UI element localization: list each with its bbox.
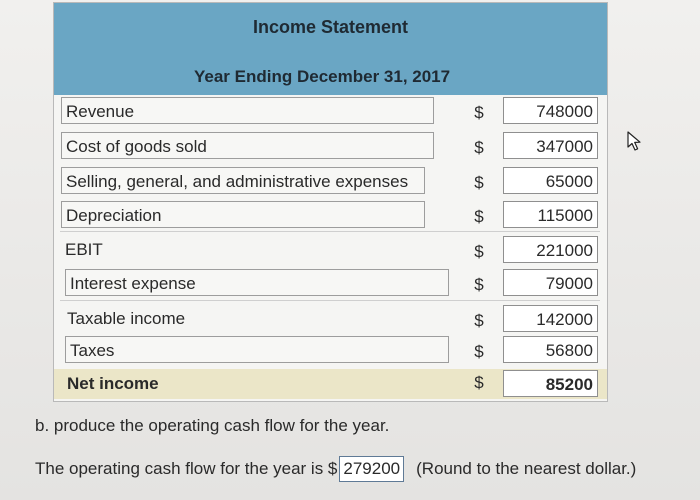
row-cost-of-goods-sold (54, 131, 607, 165)
statement-title: Income Statement (252, 17, 409, 37)
row-ebit (54, 235, 607, 269)
answer-line (35, 456, 636, 482)
currency-symbol: $ (474, 207, 484, 226)
income-statement-table (53, 2, 608, 402)
row-label: Net income (67, 374, 159, 393)
row-label: Taxable income (67, 309, 186, 328)
value-cell: 85200 (503, 370, 598, 397)
value-cell: 79000 (503, 269, 598, 296)
currency-symbol: $ (474, 173, 484, 192)
row-sga-expenses (54, 166, 607, 200)
answer-prefix: The operating cash flow for the year is $ (35, 459, 338, 478)
currency-symbol: $ (474, 342, 484, 361)
row-taxes (54, 335, 607, 369)
divider (60, 300, 600, 301)
row-interest-expense (54, 268, 607, 302)
row-net-income (54, 369, 607, 399)
currency-symbol: $ (474, 103, 484, 122)
row-label: Selling, general, and administrative expenses (61, 167, 425, 194)
statement-header (54, 3, 607, 95)
currency-symbol: $ (474, 242, 484, 261)
row-label: Depreciation (61, 201, 425, 228)
value-cell: 221000 (503, 236, 598, 263)
value-cell: 56800 (503, 336, 598, 363)
statement-subtitle: Year Ending December 31, 2017 (194, 67, 451, 86)
row-label: Taxes (65, 336, 449, 363)
row-depreciation (54, 200, 607, 234)
question-prompt: b. produce the operating cash flow for the year. (35, 416, 390, 435)
currency-symbol: $ (474, 373, 484, 392)
row-revenue (54, 96, 607, 130)
mouse-pointer-icon (625, 130, 647, 152)
operating-cash-flow-input[interactable]: 279200 (339, 456, 404, 482)
value-cell: 347000 (503, 132, 598, 159)
currency-symbol: $ (474, 138, 484, 157)
value-cell: 142000 (503, 305, 598, 332)
row-label: Cost of goods sold (61, 132, 434, 159)
value-cell: 65000 (503, 167, 598, 194)
currency-symbol: $ (474, 275, 484, 294)
currency-symbol: $ (474, 311, 484, 330)
row-label: Revenue (61, 97, 434, 124)
row-taxable-income (54, 304, 607, 338)
divider (60, 231, 600, 232)
value-cell: 115000 (503, 201, 598, 228)
row-label: EBIT (65, 240, 103, 259)
value-cell: 748000 (503, 97, 598, 124)
row-label: Interest expense (65, 269, 449, 296)
rounding-note: (Round to the nearest dollar.) (416, 459, 637, 478)
